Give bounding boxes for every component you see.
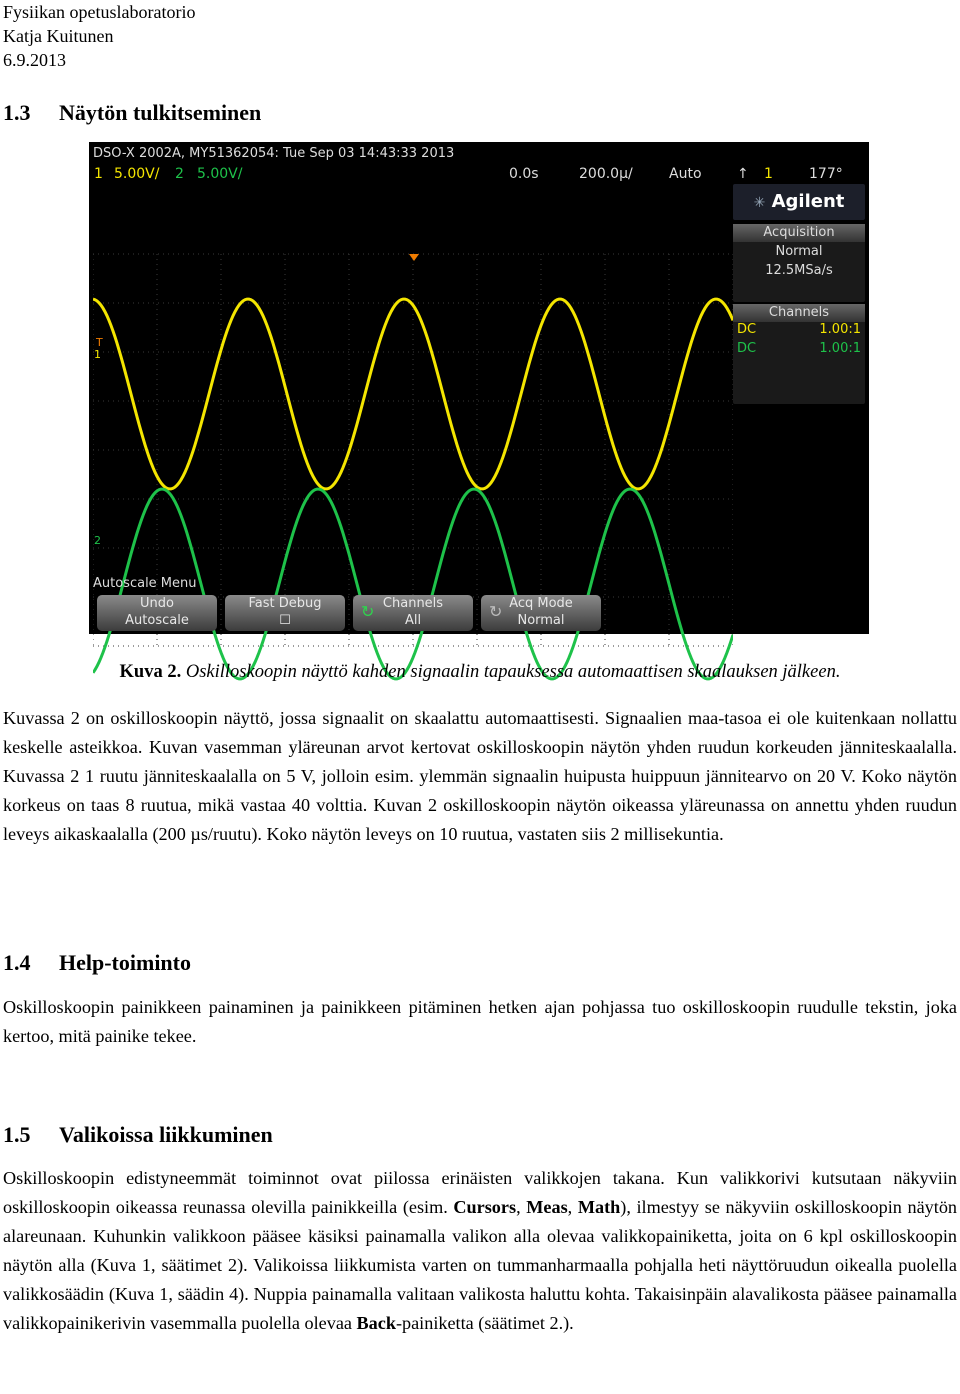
- softkey-line2: All: [404, 613, 422, 628]
- separator: ,: [516, 1197, 527, 1217]
- paragraph-1-4: Oskilloskoopin painikkeen painaminen ja painikkeen pitäminen hetken ajan pohjassa tuo oskilloskoopin ruudulle tekstin, joka kertoo, mitä painike tekee.: [3, 997, 957, 1046]
- section-number: 1.4: [3, 950, 31, 975]
- figure-caption: [0, 662, 960, 683]
- ch2-number: 2: [175, 166, 184, 182]
- ch2-ground-marker: 2: [94, 534, 101, 547]
- softkey-line1: Fast Debug: [248, 596, 322, 611]
- section-number: 1.5: [3, 1122, 31, 1147]
- header-author: Katja Kuitunen: [3, 26, 114, 46]
- paragraph-1-3: Kuvassa 2 on oskilloskoopin näyttö, jossa signaalit on skaalattu automaattisesti. Signaalien maa-tasoa ei ole kuitenkaan nollattu keskelle asteikkoa. Kuvan vasemman yläreunan arvot kertovat oskilloskoopin näytön yhden ruudun korkeuden jänniteskaalalla. Kuvassa 2 1 ruutu jänniteskaalalla on 5 V, jolloin esim. ylemmän signaalin huipusta huippuun jännitearvo on 20 V. Koko näytön korkeus on taas 8 ruutua, mikä vastaa 40 volttia. Kuvan 2 oskilloskoopin näytön oikeassa yläreunassa on annettu yhden ruudun leveys aikaskaalalla (200 µs/ruutu). Koko näytön leveys on 10 ruutua, vastaten siis 2 millisekuntia.: [3, 708, 957, 844]
- caption-label: Kuva 2.: [119, 662, 182, 682]
- channels-header: Channels: [733, 304, 865, 322]
- channel-probe: 1.00:1: [819, 341, 861, 356]
- rotate-knob-icon: ↻: [361, 602, 375, 621]
- trigger-channel: 1: [764, 166, 773, 182]
- section-title: Näytön tulkitseminen: [59, 100, 262, 125]
- separator: ,: [567, 1197, 578, 1217]
- paragraph-1-5: [3, 1164, 957, 1338]
- channel-coupling: DC: [737, 341, 757, 356]
- header-org: Fysiikan opetuslaboratorio: [3, 2, 196, 22]
- math-term: Math: [577, 1197, 621, 1217]
- time-offset: 0.0s: [509, 166, 539, 182]
- agilent-logo-icon: ✳: [753, 195, 766, 211]
- section-title: Help-toiminto: [59, 950, 191, 975]
- fast-debug-softkey[interactable]: [225, 595, 345, 631]
- softkey-line1: Acq Mode: [509, 596, 573, 611]
- channels-panel: [733, 304, 865, 404]
- time-scale: 200.0µ/: [579, 166, 633, 182]
- ch2-scale: 5.00V/: [197, 166, 243, 182]
- trigger-position-marker: [409, 254, 419, 261]
- trigger-mode: Auto: [669, 166, 702, 182]
- acquisition-header: Acquisition: [733, 224, 865, 242]
- ch1-number: 1: [94, 166, 103, 182]
- brand-box: [733, 184, 865, 220]
- channels-softkey[interactable]: [353, 595, 473, 631]
- section-number: 1.3: [3, 100, 31, 125]
- brand-name: Agilent: [771, 191, 845, 212]
- acquisition-mode: Normal: [775, 244, 823, 259]
- scope-title: DSO-X 2002A, MY51362054: Tue Sep 03 14:43:33 2013: [93, 146, 455, 161]
- caption-text: Oskilloskoopin näyttö kahden signaalin tapauksessa automaattisen skaalauksen jälkeen.: [185, 662, 841, 682]
- channel-coupling: DC: [737, 322, 757, 337]
- undo-autoscale-softkey[interactable]: [97, 595, 217, 631]
- checkbox-icon: ☐: [279, 613, 291, 628]
- back-term: Back: [356, 1313, 396, 1333]
- softkey-line2: Autoscale: [125, 613, 189, 628]
- paragraph-text: -painiketta (säätimet 2.).: [395, 1313, 574, 1333]
- channel-row: [733, 341, 865, 360]
- ch1-ground-marker: 1: [94, 348, 101, 361]
- menu-title: Autoscale Menu: [93, 576, 197, 591]
- rotate-knob-icon: ↻: [489, 602, 503, 621]
- cursors-term: Cursors: [453, 1197, 517, 1217]
- channel-row: [733, 322, 865, 341]
- paragraph-text: ), ilmestyy se näkyviin oskilloskoopin näytön alareunaan. Kuhunkin valikkoon pääsee käsiksi painamalla valikon alla olevaa valikkopainiketta, joita on 6 kpl oskilloskoopin näytön alla (Kuva 1, säätimet 2). Valikoissa liikkumista varten on tummanharmaalla pohjalla heti näyttöruudun oikealla puolella valikkosäädin (Kuva 1, säädin 4). Nuppia painamalla valitaan valikosta haluttu kohta. Takaisinpäin alavalikosta pääsee painamalla valikkopainikerivin vasemmalla puolella olevaa: [3, 1197, 958, 1333]
- waveform-plot: [93, 184, 733, 716]
- section-heading-1-4: [3, 950, 191, 976]
- trigger-level: 177°: [809, 166, 843, 182]
- ch1-scale: 5.00V/: [114, 166, 160, 182]
- meas-term: Meas: [526, 1197, 568, 1217]
- acquisition-rate: 12.5MSa/s: [765, 263, 833, 278]
- softkey-line2: Normal: [517, 613, 565, 628]
- acquisition-panel: [733, 224, 865, 302]
- softkey-line1: Channels: [382, 596, 444, 611]
- section-heading-1-5: [3, 1122, 273, 1148]
- trigger-level-marker: T: [96, 336, 103, 349]
- header-date: 6.9.2013: [3, 50, 66, 70]
- section-title: Valikoissa liikkuminen: [59, 1122, 273, 1147]
- paragraph-text: Oskilloskoopin edistyneemmät toiminnot ovat piilossa erinäisten valikkojen takana. Kun valikkorivi kutsutaan näkyviin oskilloskoopin oikeassa reunassa olevilla painikkeilla (esim.: [3, 1168, 957, 1217]
- acq-mode-softkey[interactable]: [481, 595, 601, 631]
- softkey-line1: Undo: [140, 596, 174, 611]
- section-heading-1-3: [3, 100, 261, 126]
- trigger-edge-icon: ↑: [737, 166, 749, 182]
- scope-sidebar: [733, 166, 869, 406]
- oscilloscope-screen: [89, 142, 869, 634]
- channel-probe: 1.00:1: [819, 322, 861, 337]
